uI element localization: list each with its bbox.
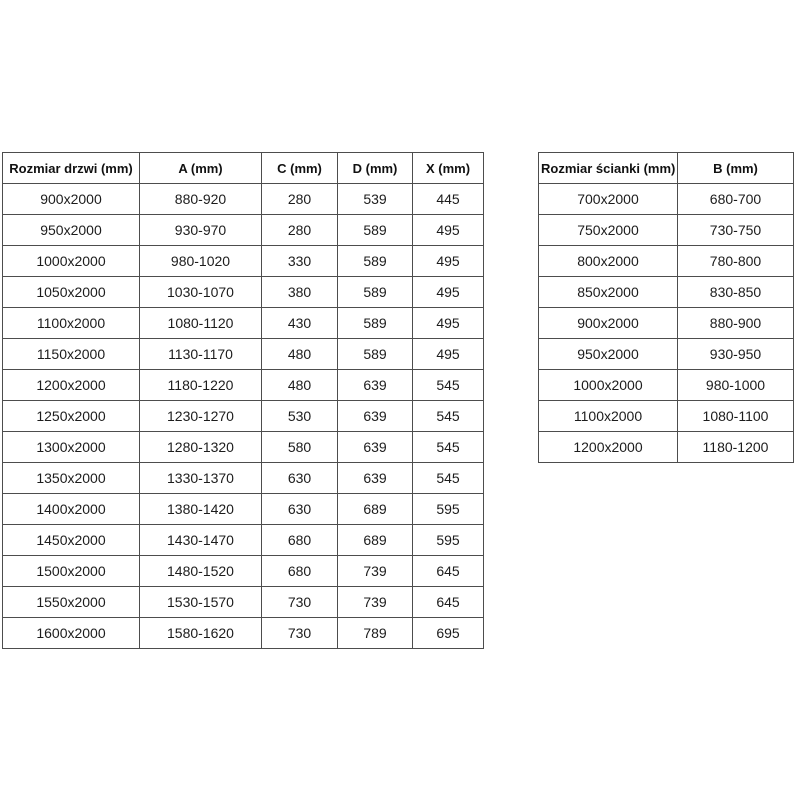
table-cell: 645 <box>413 556 484 587</box>
table-cell: 645 <box>413 587 484 618</box>
table-cell: 545 <box>413 370 484 401</box>
table-row <box>3 246 484 277</box>
table-cell: 750x2000 <box>539 215 678 246</box>
table-cell: 980-1000 <box>678 370 794 401</box>
table-row <box>539 370 794 401</box>
table-cell: 330 <box>262 246 338 277</box>
table-cell: 595 <box>413 494 484 525</box>
table-row <box>3 308 484 339</box>
table-cell: 730-750 <box>678 215 794 246</box>
table-cell: 1180-1220 <box>140 370 262 401</box>
table-cell: 1250x2000 <box>3 401 140 432</box>
table-cell: 545 <box>413 463 484 494</box>
table-row <box>3 339 484 370</box>
table-cell: 1380-1420 <box>140 494 262 525</box>
table-cell: 280 <box>262 215 338 246</box>
table-cell: 1000x2000 <box>3 246 140 277</box>
table-cell: 739 <box>338 556 413 587</box>
table-cell: 480 <box>262 339 338 370</box>
table-cell: 589 <box>338 246 413 277</box>
wall-size-table <box>538 152 794 463</box>
table-cell: 1400x2000 <box>3 494 140 525</box>
table-cell: 689 <box>338 525 413 556</box>
table-cell: 680 <box>262 556 338 587</box>
table-cell: 880-900 <box>678 308 794 339</box>
table-cell: 530 <box>262 401 338 432</box>
table-cell: 639 <box>338 463 413 494</box>
table-cell: 1530-1570 <box>140 587 262 618</box>
table-cell: 630 <box>262 463 338 494</box>
column-header: X (mm) <box>413 153 484 184</box>
table-row <box>3 401 484 432</box>
table-cell: 1280-1320 <box>140 432 262 463</box>
table-cell: 700x2000 <box>539 184 678 215</box>
table-cell: 1350x2000 <box>3 463 140 494</box>
table-cell: 1230-1270 <box>140 401 262 432</box>
table-cell: 545 <box>413 432 484 463</box>
table-cell: 589 <box>338 215 413 246</box>
table-cell: 539 <box>338 184 413 215</box>
table-cell: 1550x2000 <box>3 587 140 618</box>
table-cell: 1050x2000 <box>3 277 140 308</box>
table-cell: 430 <box>262 308 338 339</box>
table-row <box>3 370 484 401</box>
table-cell: 595 <box>413 525 484 556</box>
table-cell: 580 <box>262 432 338 463</box>
table-cell: 380 <box>262 277 338 308</box>
table-cell: 445 <box>413 184 484 215</box>
table-cell: 480 <box>262 370 338 401</box>
table-cell: 730 <box>262 618 338 649</box>
table-row <box>3 432 484 463</box>
table-cell: 495 <box>413 308 484 339</box>
table-cell: 1080-1120 <box>140 308 262 339</box>
table-row <box>539 184 794 215</box>
table-cell: 930-970 <box>140 215 262 246</box>
table-cell: 730 <box>262 587 338 618</box>
table-cell: 780-800 <box>678 246 794 277</box>
door-size-table <box>2 152 484 649</box>
table-cell: 1200x2000 <box>539 432 678 463</box>
table-cell: 1430-1470 <box>140 525 262 556</box>
table-row <box>3 494 484 525</box>
table-row <box>3 463 484 494</box>
table-cell: 1580-1620 <box>140 618 262 649</box>
column-header: C (mm) <box>262 153 338 184</box>
table-cell: 1080-1100 <box>678 401 794 432</box>
table-row <box>3 556 484 587</box>
table-cell: 639 <box>338 432 413 463</box>
table-cell: 830-850 <box>678 277 794 308</box>
table-cell: 280 <box>262 184 338 215</box>
table-cell: 495 <box>413 339 484 370</box>
table-cell: 589 <box>338 277 413 308</box>
table-cell: 800x2000 <box>539 246 678 277</box>
table-cell: 589 <box>338 308 413 339</box>
column-header: D (mm) <box>338 153 413 184</box>
table-row <box>3 525 484 556</box>
table-cell: 495 <box>413 277 484 308</box>
table-row <box>3 618 484 649</box>
table-cell: 950x2000 <box>3 215 140 246</box>
table-cell: 495 <box>413 246 484 277</box>
table-cell: 930-950 <box>678 339 794 370</box>
column-header: A (mm) <box>140 153 262 184</box>
table-row <box>539 246 794 277</box>
table-cell: 639 <box>338 401 413 432</box>
table-cell: 1330-1370 <box>140 463 262 494</box>
column-header: B (mm) <box>678 153 794 184</box>
table-cell: 639 <box>338 370 413 401</box>
table-row <box>539 432 794 463</box>
table-cell: 850x2000 <box>539 277 678 308</box>
table-row <box>3 587 484 618</box>
table-cell: 680 <box>262 525 338 556</box>
table-row <box>539 277 794 308</box>
table-cell: 1480-1520 <box>140 556 262 587</box>
table-row <box>539 308 794 339</box>
table-cell: 739 <box>338 587 413 618</box>
table-cell: 630 <box>262 494 338 525</box>
table-cell: 1200x2000 <box>3 370 140 401</box>
table-cell: 1150x2000 <box>3 339 140 370</box>
table-cell: 880-920 <box>140 184 262 215</box>
table-row <box>539 401 794 432</box>
table-row <box>3 277 484 308</box>
table-cell: 689 <box>338 494 413 525</box>
table-cell: 495 <box>413 215 484 246</box>
column-header: Rozmiar ścianki (mm) <box>539 153 678 184</box>
table-cell: 1180-1200 <box>678 432 794 463</box>
table-cell: 1500x2000 <box>3 556 140 587</box>
table-cell: 1100x2000 <box>3 308 140 339</box>
table-cell: 1100x2000 <box>539 401 678 432</box>
table-row <box>539 339 794 370</box>
table-cell: 1450x2000 <box>3 525 140 556</box>
table-cell: 950x2000 <box>539 339 678 370</box>
table-cell: 695 <box>413 618 484 649</box>
header-row <box>3 153 484 184</box>
table-cell: 589 <box>338 339 413 370</box>
table-cell: 900x2000 <box>539 308 678 339</box>
table-cell: 1300x2000 <box>3 432 140 463</box>
table-cell: 1000x2000 <box>539 370 678 401</box>
table-row <box>539 215 794 246</box>
table-cell: 789 <box>338 618 413 649</box>
table-cell: 1030-1070 <box>140 277 262 308</box>
table-row <box>3 215 484 246</box>
table-cell: 980-1020 <box>140 246 262 277</box>
column-header: Rozmiar drzwi (mm) <box>3 153 140 184</box>
table-cell: 680-700 <box>678 184 794 215</box>
table-cell: 900x2000 <box>3 184 140 215</box>
table-row <box>3 184 484 215</box>
table-cell: 545 <box>413 401 484 432</box>
table-cell: 1600x2000 <box>3 618 140 649</box>
table-cell: 1130-1170 <box>140 339 262 370</box>
header-row <box>539 153 794 184</box>
